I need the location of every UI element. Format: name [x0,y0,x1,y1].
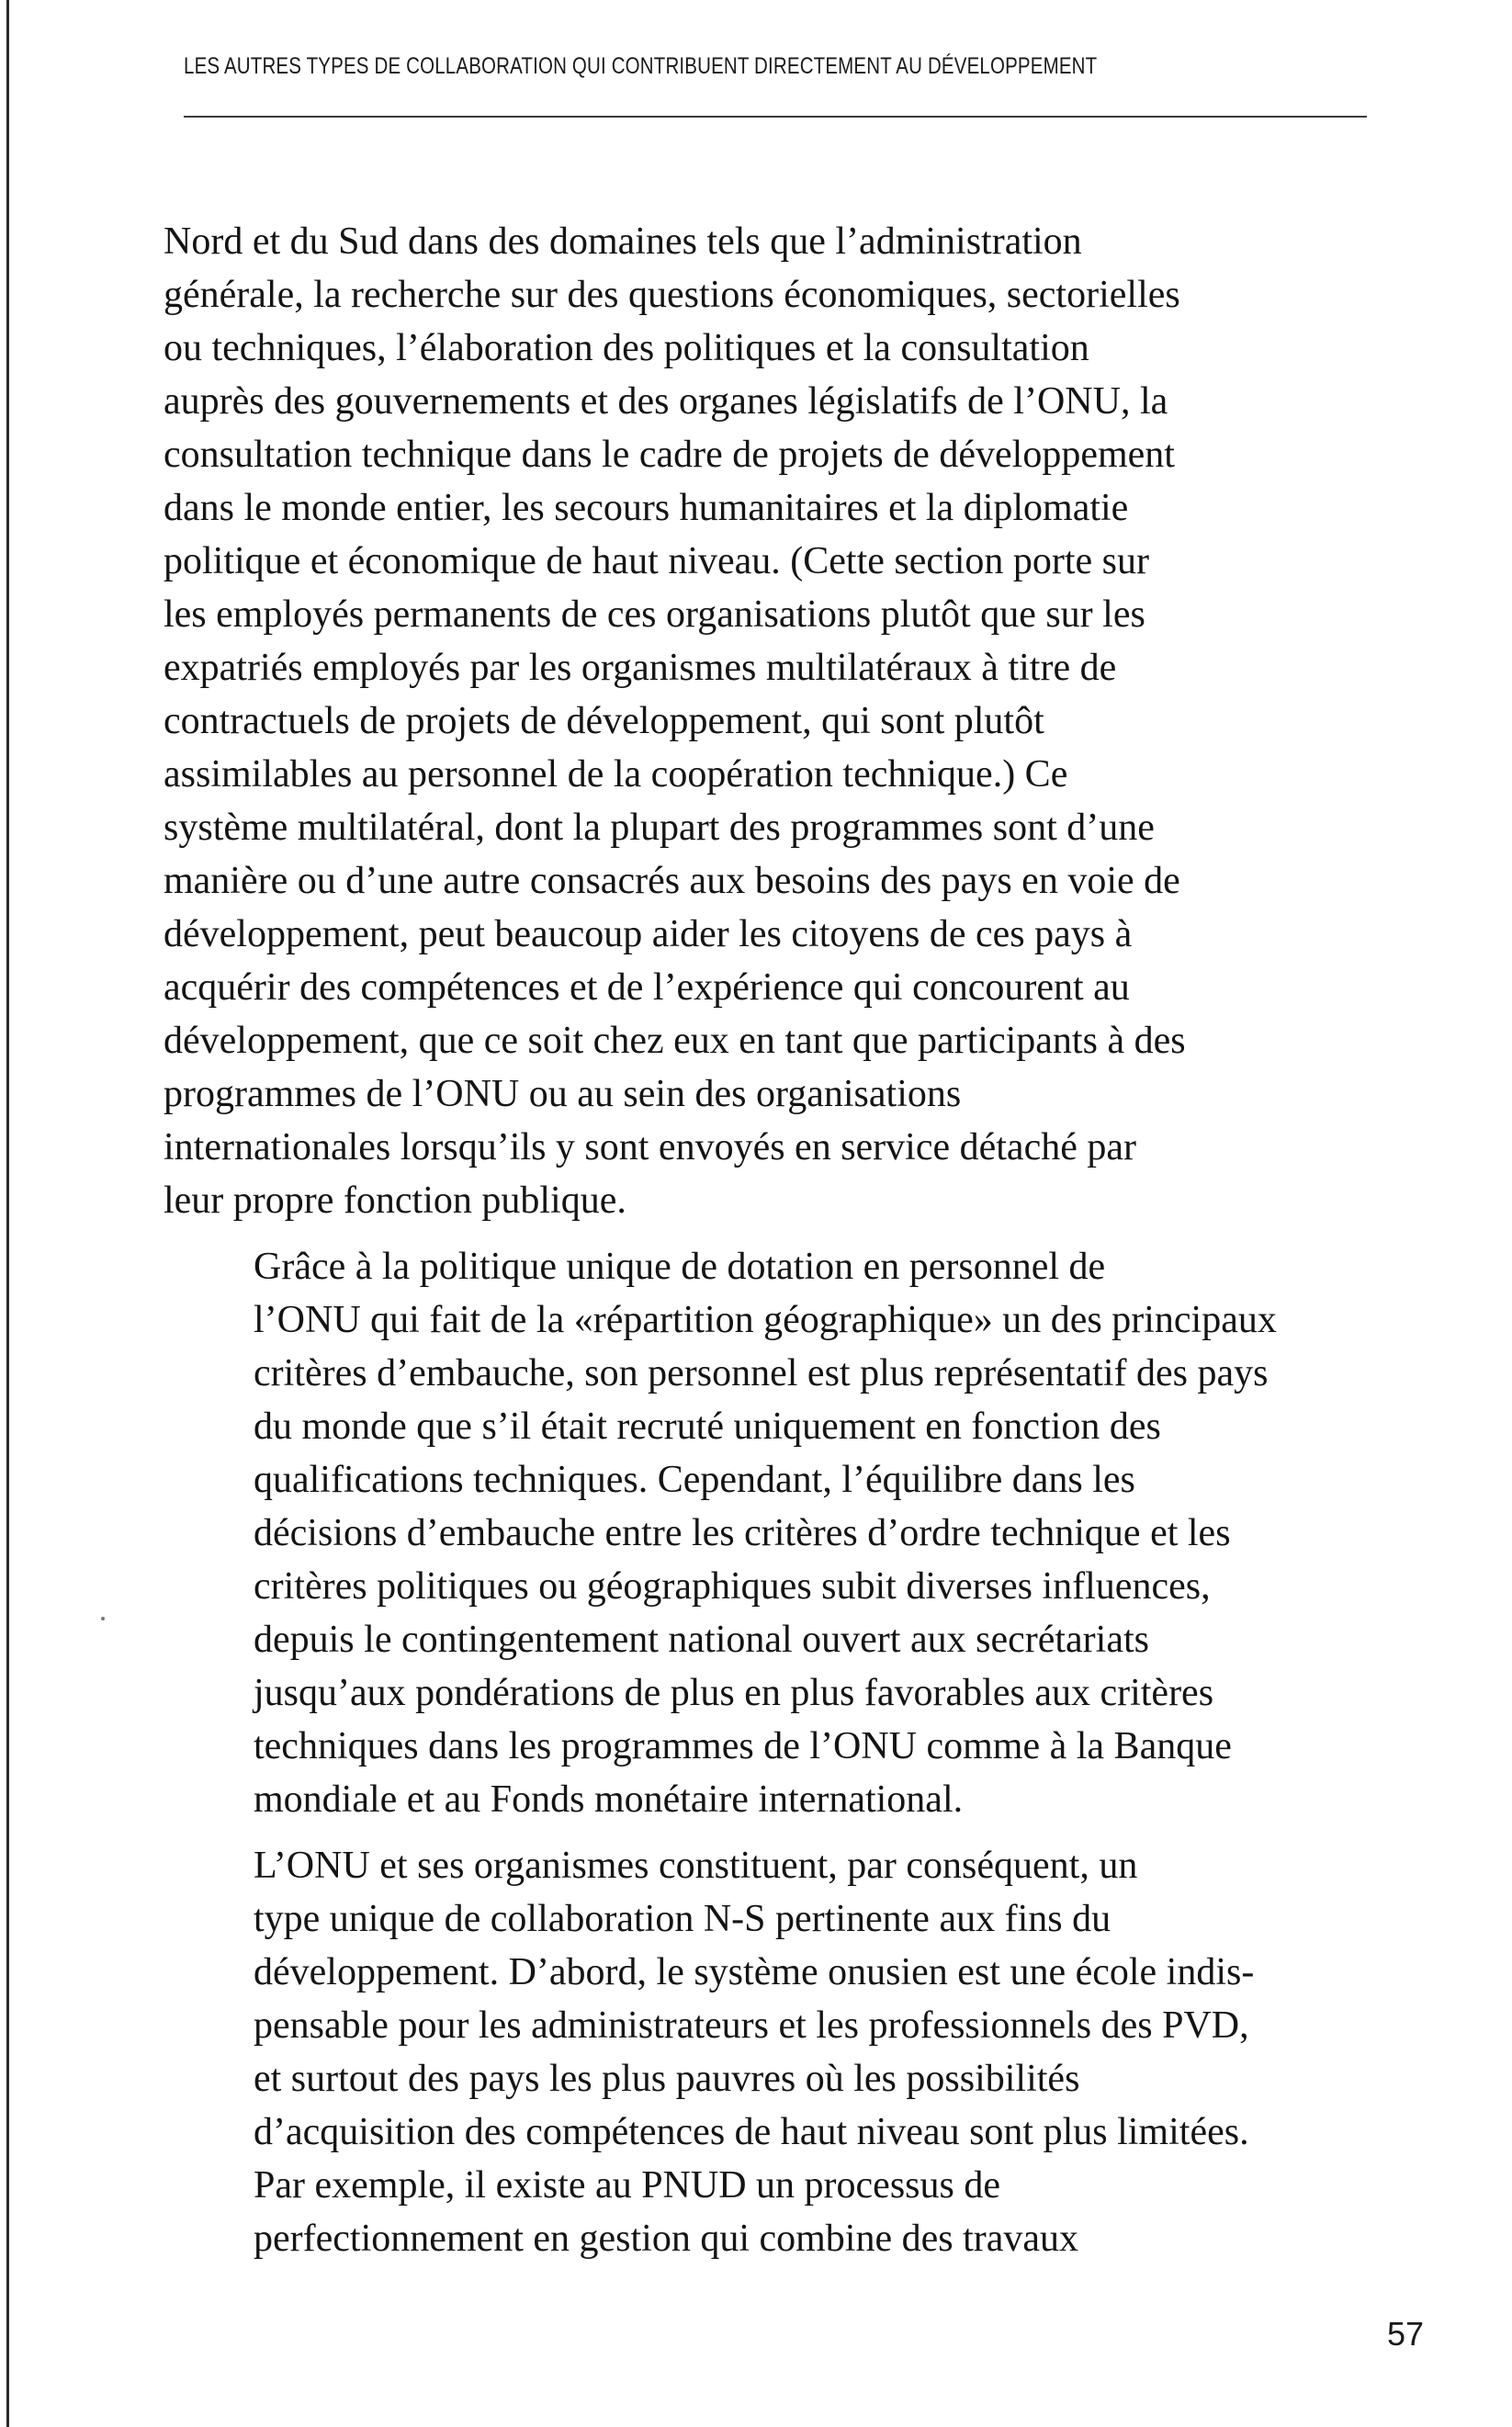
text-line: pensable pour les administrateurs et les professionnels des PVD, [254,2004,1249,2047]
running-header: LES AUTRES TYPES DE COLLABORATION QUI CONTRIBUENT DIRECTEMENT AU DÉVELOPPEMENT [184,53,1098,79]
text-line: développement. D’abord, le système onusien est une école indis- [254,1951,1255,1993]
text-line: les employés permanents de ces organisations plutôt que sur les [164,593,1145,636]
text-line: expatriés employés par les organismes multilatéraux à titre de [164,647,1117,689]
paragraph-3 [164,1839,1376,2265]
scan-speck [101,1617,105,1620]
header-rule [184,116,1367,118]
text-line: perfectionnement en gestion qui combine des travaux [254,2218,1079,2260]
text-line: politique et économique de haut niveau. (Cette section porte sur [164,540,1150,582]
text-line: mondiale et au Fonds monétaire international. [254,1778,964,1821]
text-line: d’acquisition des compétences de haut niveau sont plus limitées. [254,2111,1249,2153]
text-line: L’ONU et ses organismes constituent, par conséquent, un [254,1845,1138,1887]
text-line: manière ou d’une autre consacrés aux besoins des pays en voie de [164,860,1180,902]
text-line: leur propre fonction publique. [164,1180,626,1222]
text-line: programmes de l’ONU ou au sein des organisations [164,1073,962,1115]
paragraph-2 [164,1240,1376,1826]
text-line: du monde que s’il était recruté uniquement en fonction des [254,1405,1161,1448]
text-line: décisions d’embauche entre les critères d’ordre technique et les [254,1512,1231,1554]
text-line: critères d’embauche, son personnel est plus représentatif des pays [254,1352,1269,1394]
text-line: techniques dans les programmes de l’ONU comme à la Banque [254,1725,1232,1767]
text-line: qualifications techniques. Cependant, l’équilibre dans les [254,1459,1135,1501]
text-line: internationales lorsqu’ils y sont envoyés en service détaché par [164,1126,1136,1168]
text-line: consultation technique dans le cadre de projets de développement [164,434,1175,476]
text-line: développement, peut beaucoup aider les citoyens de ces pays à [164,913,1133,955]
text-line: jusqu’aux pondérations de plus en plus favorables aux critères [254,1672,1214,1714]
text-line: depuis le contingentement national ouvert aux secrétariats [254,1619,1149,1661]
text-line: type unique de collaboration N-S pertinente aux fins du [254,1898,1111,1940]
text-line: assimilables au personnel de la coopération technique.) Ce [164,753,1068,796]
body-text [164,215,1376,2265]
text-line: Nord et du Sud dans des domaines tels que l’administration [164,220,1082,263]
text-line: dans le monde entier, les secours humanitaires et la diplomatie [164,487,1129,529]
text-line: ou techniques, l’élaboration des politiques et la consultation [164,327,1089,369]
text-line: l’ONU qui fait de la «répartition géographique» un des principaux [254,1299,1277,1341]
text-line: acquérir des compétences et de l’expérience qui concourent au [164,966,1130,1009]
text-line: générale, la recherche sur des questions économiques, sectorielles [164,274,1180,316]
text-line: Par exemple, il existe au PNUD un processus de [254,2164,1000,2207]
text-line: développement, que ce soit chez eux en tant que participants à des [164,1020,1186,1062]
page-binding-edge [6,0,9,2427]
text-line: contractuels de projets de développement, qui sont plutôt [164,700,1044,742]
paragraph-1 [164,215,1376,1227]
page-number: 57 [1387,2315,1425,2353]
text-line: système multilatéral, dont la plupart des programmes sont d’une [164,807,1155,849]
text-line: critères politiques ou géographiques subit diverses influences, [254,1565,1211,1608]
text-line: Grâce à la politique unique de dotation en personnel de [254,1246,1106,1288]
text-line: et surtout des pays les plus pauvres où les possibilités [254,2058,1080,2100]
text-line: auprès des gouvernements et des organes législatifs de l’ONU, la [164,380,1168,423]
